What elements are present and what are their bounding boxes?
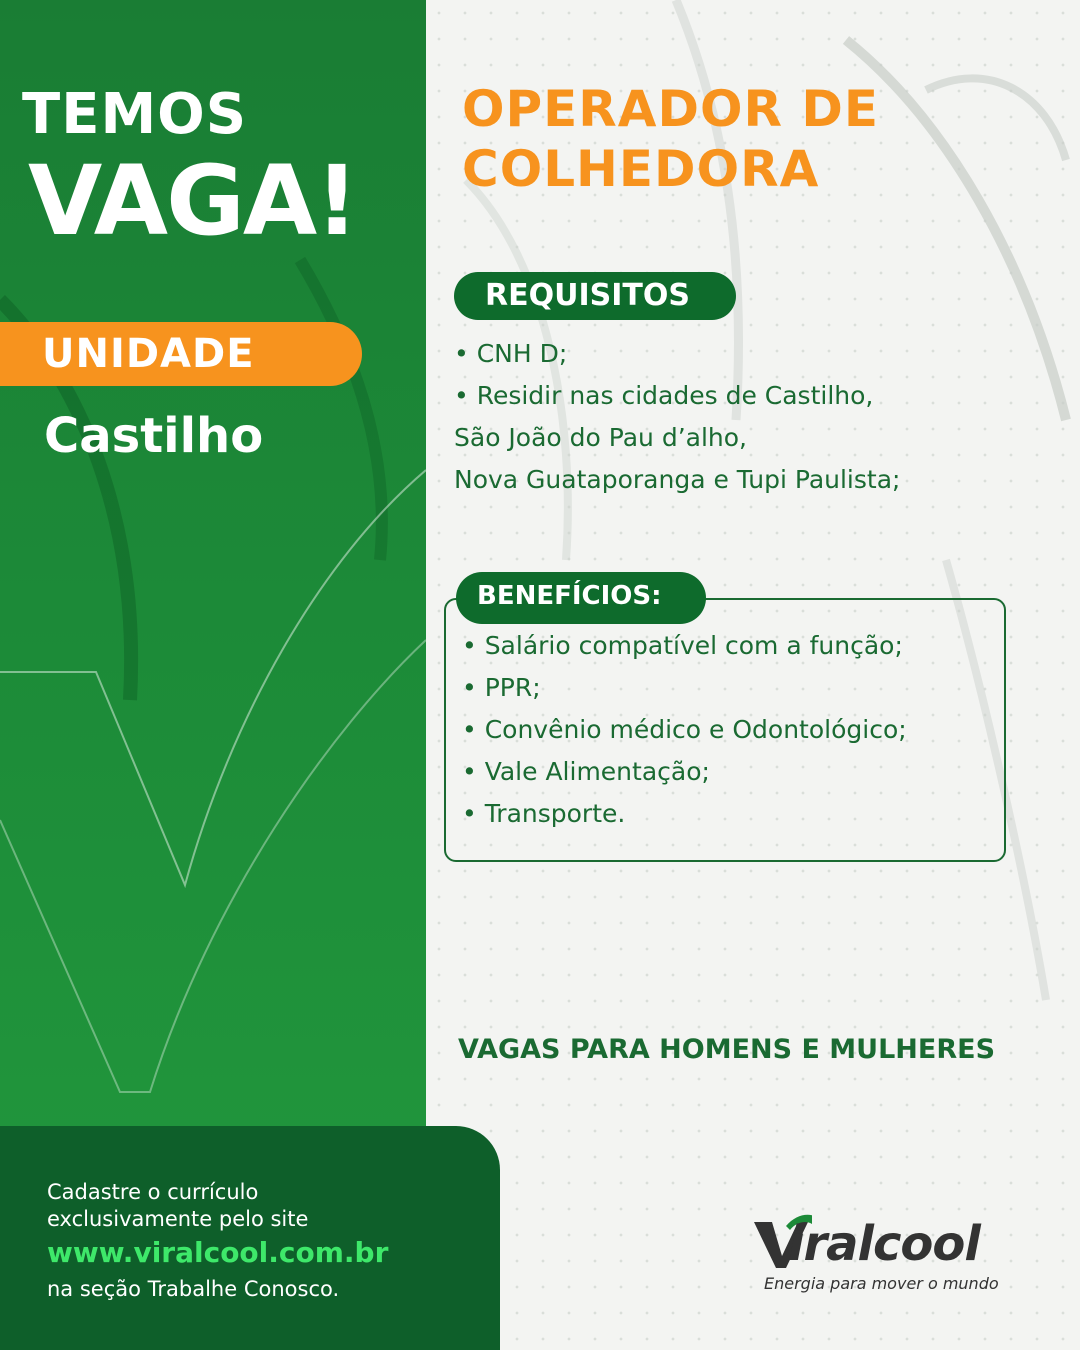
footer-text-line2: exclusivamente pelo site <box>47 1207 309 1231</box>
unit-label: UNIDADE <box>42 331 255 377</box>
headline-temos: TEMOS <box>22 82 248 147</box>
benefit-item: • Convênio médico e Odontológico; <box>462 715 907 744</box>
requirement-item: • Residir nas cidades de Castilho, <box>454 381 874 410</box>
unit-name: Castilho <box>44 408 264 464</box>
requirement-item: São João do Pau d’alho, <box>454 423 748 452</box>
benefits-label: BENEFÍCIOS: <box>477 581 662 611</box>
requirements-label: REQUISITOS <box>485 278 690 313</box>
benefit-item: • Vale Alimentação; <box>462 757 710 786</box>
footer-text-line1: Cadastre o currículo <box>47 1180 259 1204</box>
website-link[interactable]: www.viralcool.com.br <box>47 1236 389 1269</box>
viralcool-logo <box>752 1196 1032 1306</box>
footer-text-line3: na seção Trabalhe Conosco. <box>47 1277 340 1301</box>
benefit-item: • Transporte. <box>462 799 626 828</box>
headline-vaga: VAGA! <box>28 145 357 257</box>
benefit-item: • PPR; <box>462 673 541 702</box>
job-title-line2: COLHEDORA <box>462 140 820 198</box>
logo-tagline: Energia para mover o mundo <box>764 1274 999 1293</box>
requirement-item: • CNH D; <box>454 339 568 368</box>
job-title-line1: OPERADOR DE <box>462 80 880 138</box>
benefit-item: • Salário compatível com a função; <box>462 631 903 660</box>
logo-wordmark: iralcool <box>788 1216 980 1272</box>
requirement-item: Nova Guataporanga e Tupi Paulista; <box>454 465 901 494</box>
men-and-women-notice: VAGAS PARA HOMENS E MULHERES <box>458 1034 996 1065</box>
